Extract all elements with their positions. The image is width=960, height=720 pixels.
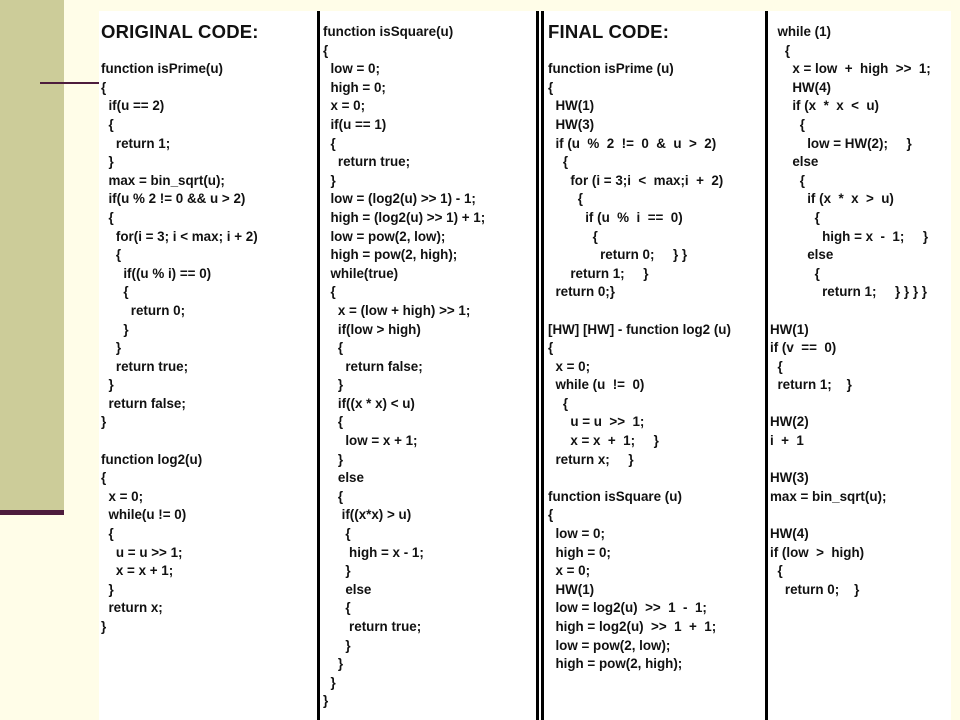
code-line: x = 0; [548, 563, 591, 579]
code-line: if(u == 2) [101, 98, 165, 114]
code-line: u = u >> 1; [548, 414, 645, 430]
code-line: low = 0; [323, 61, 380, 77]
code-line: if((x*x) > u) [323, 507, 412, 523]
code-line: { [548, 154, 569, 170]
code-line: return true; [323, 154, 411, 170]
code-line: { [323, 600, 351, 616]
code-line: } [323, 377, 344, 393]
code-line: { [770, 116, 805, 132]
code-line: return 1; } } } } [770, 284, 928, 300]
code-line: if (u % 2 != 0 & u > 2) [548, 135, 717, 151]
code-line: } [101, 377, 114, 393]
code-line [770, 451, 931, 470]
code-line: function isPrime(u) [101, 61, 224, 77]
code-line: else [323, 470, 364, 486]
code-line: { [101, 470, 107, 486]
code-line [770, 506, 931, 525]
code-line: { [323, 135, 336, 151]
code-line: } [323, 693, 329, 709]
code-line: function isSquare(u) [323, 24, 454, 39]
code-line [548, 302, 731, 321]
code-line: if (x * x < u) [770, 98, 880, 114]
code-line: high = x - 1; } [770, 228, 929, 244]
code-line: x = 0; [323, 98, 366, 114]
code-line: if(u == 1) [323, 116, 387, 132]
code-line: if(u % 2 != 0 && u > 2) [101, 191, 246, 207]
code-line: { [548, 395, 569, 411]
code-line: else [770, 247, 834, 263]
section-heading: ORIGINAL CODE: [101, 21, 259, 42]
sidebar-strip [0, 0, 64, 512]
code-line: { [770, 265, 820, 281]
code-line: } [101, 154, 114, 170]
code-line: max = bin_sqrt(u); [770, 488, 887, 504]
code-line: } [323, 172, 336, 188]
code-line: if((x * x) < u) [323, 395, 415, 411]
code-line: HW(1) [548, 98, 595, 114]
code-line: while (1) [770, 24, 832, 39]
code-line: high = (log2(u) >> 1) + 1; [323, 209, 486, 225]
code-line: { [548, 507, 554, 523]
code-line: { [101, 247, 122, 263]
code-line: return 0; } } [548, 247, 688, 263]
code-line: { [323, 284, 336, 300]
code-column-final-2 [770, 23, 931, 599]
code-line: low = log2(u) >> 1 - 1; [548, 600, 707, 616]
code-line: { [548, 191, 583, 207]
code-line: { [101, 284, 129, 300]
code-line: if((u % i) == 0) [101, 265, 212, 281]
code-line: high = pow(2, high); [548, 656, 683, 672]
code-line: function isSquare (u) [548, 488, 682, 504]
code-line: HW(3) [770, 470, 809, 486]
code-line: while (u != 0) [548, 377, 645, 393]
code-line: { [323, 526, 351, 542]
code-line: else [323, 581, 372, 597]
code-line [548, 469, 731, 488]
code-line: { [770, 42, 791, 58]
code-line: function isPrime (u) [548, 61, 674, 77]
code-line: low = x + 1; [323, 433, 418, 449]
code-line: low = (log2(u) >> 1) - 1; [323, 191, 476, 207]
code-line: while(true) [323, 265, 399, 281]
code-line: high = 0; [548, 544, 611, 560]
code-line: max = bin_sqrt(u); [101, 172, 225, 188]
code-line: x = x + 1; } [548, 433, 659, 449]
code-line: HW(3) [548, 116, 595, 132]
code-line: { [101, 526, 114, 542]
code-line: high = log2(u) >> 1 + 1; [548, 619, 717, 634]
code-line: { [548, 340, 554, 356]
code-line: else [770, 154, 819, 170]
code-line: high = 0; [323, 79, 386, 95]
code-line: if (v == 0) [770, 340, 837, 356]
code-line: return false; [101, 395, 186, 411]
code-line: u = u >> 1; [101, 544, 183, 560]
code-line [770, 302, 931, 321]
code-line: { [770, 563, 783, 579]
code-line: low = pow(2, low); [548, 637, 671, 653]
code-line: { [548, 228, 598, 244]
code-line: low = pow(2, low); [323, 228, 446, 244]
code-line: if (u % i == 0) [548, 209, 683, 225]
code-line: high = x - 1; [323, 544, 424, 560]
code-line: return false; [323, 358, 423, 374]
code-line: for (i = 3;i < max;i + 2) [548, 172, 724, 188]
code-line: return 0; } [770, 581, 860, 597]
code-line: { [101, 116, 114, 132]
code-line: HW(4) [770, 526, 809, 542]
code-line [548, 42, 731, 61]
sidebar-divider [0, 510, 64, 515]
code-line: } [101, 340, 122, 356]
code-line: } [323, 563, 351, 579]
code-line: return x; [101, 600, 163, 616]
code-line: } [323, 637, 351, 653]
code-line: return 1; [101, 135, 171, 151]
code-line: return 0; [101, 302, 186, 318]
code-line: { [323, 340, 344, 356]
code-line: x = x + 1; [101, 563, 174, 579]
column-divider-double-left [536, 11, 539, 720]
code-line: } [101, 619, 107, 634]
section-heading: FINAL CODE: [548, 21, 670, 42]
code-line: return x; } [548, 451, 634, 467]
code-line [770, 395, 931, 414]
code-line: { [323, 414, 344, 430]
code-line: return 1; } [548, 265, 649, 281]
code-line: { [770, 172, 805, 188]
code-line [101, 42, 259, 61]
code-line: } [323, 674, 336, 690]
code-line: HW(4) [770, 79, 831, 95]
code-column-original-2 [323, 23, 485, 711]
code-line [101, 432, 259, 451]
code-line: { [323, 488, 344, 504]
code-line: { [101, 79, 107, 95]
code-line: if (x * x > u) [770, 191, 894, 207]
code-line: HW(1) [770, 321, 809, 337]
code-line: low = HW(2); } [770, 135, 912, 151]
code-line: if (low > high) [770, 544, 865, 560]
code-line: for(i = 3; i < max; i + 2) [101, 228, 258, 244]
column-divider-double-right [541, 11, 544, 720]
code-line: return 1; } [770, 377, 852, 393]
code-column-original-1 [101, 23, 259, 637]
code-line: x = low + high >> 1; [770, 61, 931, 77]
code-line: x = 0; [548, 358, 591, 374]
code-line: } [323, 451, 344, 467]
code-line: { [101, 209, 114, 225]
code-line: return true; [101, 358, 189, 374]
code-line: } [101, 414, 107, 430]
code-line: } [101, 321, 129, 337]
code-line: } [323, 656, 344, 672]
code-line: { [770, 358, 783, 374]
code-line: { [548, 79, 554, 95]
code-slide [99, 11, 951, 720]
code-line: if(low > high) [323, 321, 421, 337]
code-line: x = (low + high) >> 1; [323, 302, 471, 318]
column-divider [317, 11, 320, 720]
code-line: while(u != 0) [101, 507, 187, 523]
code-line: x = 0; [101, 488, 144, 504]
code-line: high = pow(2, high); [323, 247, 458, 263]
code-line: HW(1) [548, 581, 595, 597]
code-line: return true; [323, 619, 422, 634]
column-divider [765, 11, 768, 720]
code-line: [HW] [HW] - function log2 (u) [548, 321, 731, 337]
code-line: HW(2) [770, 414, 809, 430]
code-column-final-1 [548, 23, 731, 674]
code-line: } [101, 581, 114, 597]
code-line: { [770, 209, 820, 225]
title-accent-line [40, 82, 103, 84]
code-line: function log2(u) [101, 451, 203, 467]
code-line: low = 0; [548, 526, 605, 542]
code-line: i + 1 [770, 433, 804, 449]
code-line: return 0;} [548, 284, 615, 300]
code-line: { [323, 42, 329, 58]
